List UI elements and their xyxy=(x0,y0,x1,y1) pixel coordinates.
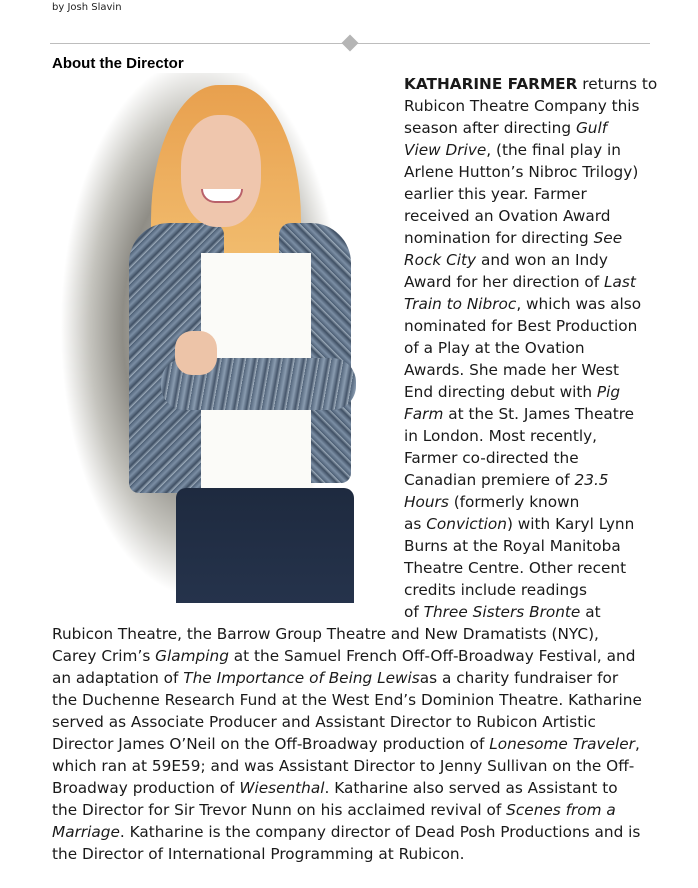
text-line xyxy=(52,689,662,711)
production-title: See xyxy=(593,229,623,247)
text-run: , xyxy=(634,735,640,753)
text-run: of a Play at the Ovation xyxy=(404,339,585,357)
text-run: Director James O’Neil on the Off-Broadway production of xyxy=(52,735,490,753)
production-title: Farm xyxy=(404,405,444,423)
text-line xyxy=(404,183,654,205)
text-run: nominated for Best Production xyxy=(404,317,638,335)
production-title: Hours xyxy=(404,493,449,511)
text-run: nomination for directing xyxy=(404,229,594,247)
production-title: Wiesenthal xyxy=(239,779,325,797)
text-line xyxy=(52,645,662,667)
production-title: Pig xyxy=(596,383,621,401)
diamond-ornament-icon xyxy=(342,35,359,52)
text-line xyxy=(52,799,662,821)
text-run: as xyxy=(404,515,427,533)
production-title: Scenes from a xyxy=(506,801,616,819)
text-line xyxy=(404,315,654,337)
text-line xyxy=(404,601,654,623)
production-title: Train to Nibroc xyxy=(404,295,517,313)
production-title: 23.5 xyxy=(574,471,609,489)
production-title: Conviction xyxy=(426,515,507,533)
text-line xyxy=(404,161,654,183)
text-run: returns to xyxy=(577,75,658,93)
text-run: Awards. She made her West xyxy=(404,361,619,379)
text-line xyxy=(404,469,654,491)
photo-hand xyxy=(175,331,217,375)
text-run: ) with Karyl Lynn xyxy=(506,515,635,533)
production-title: Last xyxy=(603,273,636,291)
production-title: Rock City xyxy=(404,251,477,269)
text-run: Farmer co-directed the xyxy=(404,449,579,467)
text-line xyxy=(404,205,654,227)
production-title: Marriage xyxy=(52,823,120,841)
text-line xyxy=(404,535,654,557)
text-run: of xyxy=(404,603,424,621)
text-run: Carey Crim’s xyxy=(52,647,156,665)
text-run: Rubicon Theatre Company this xyxy=(404,97,640,115)
text-run: , (the final play in xyxy=(486,141,621,159)
production-title: Glamping xyxy=(155,647,229,665)
text-line xyxy=(404,73,658,95)
text-line xyxy=(404,403,654,425)
text-line xyxy=(404,227,654,249)
text-run: an adaptation of xyxy=(52,669,184,687)
text-line xyxy=(404,557,654,579)
text-run: the Duchenne Research Fund at the West End’s Dominion Theatre. Katharine xyxy=(52,691,642,709)
text-run: Canadian premiere of xyxy=(404,471,575,489)
text-run: (formerly known xyxy=(448,493,580,511)
text-run: , which was also xyxy=(516,295,642,313)
production-title: View Drive xyxy=(404,141,487,159)
text-line xyxy=(404,447,654,469)
text-run: as a charity fundraiser for xyxy=(419,669,619,687)
bio-column-text xyxy=(404,73,658,623)
text-line xyxy=(52,623,662,645)
text-run: the Director of International Programming at Rubicon. xyxy=(52,845,465,863)
text-run: at the St. James Theatre xyxy=(443,405,635,423)
text-line xyxy=(404,359,654,381)
text-line xyxy=(404,293,654,315)
text-line xyxy=(404,491,654,513)
text-run: Theatre Centre. Other recent xyxy=(404,559,627,577)
production-title: Lonesome Traveler xyxy=(489,735,635,753)
photo-jeans xyxy=(176,488,354,603)
director-photo xyxy=(51,73,393,603)
bio-full-width-text xyxy=(52,623,662,865)
text-line xyxy=(52,733,662,755)
text-run: season after directing xyxy=(404,119,576,137)
production-title: Gulf xyxy=(575,119,608,137)
text-line xyxy=(52,821,662,843)
text-line xyxy=(404,381,654,403)
text-line xyxy=(52,843,662,865)
photo-face xyxy=(181,115,261,227)
text-line xyxy=(404,95,654,117)
text-line xyxy=(404,513,654,535)
text-line xyxy=(52,711,662,733)
production-title: Three Sisters Bronte xyxy=(423,603,581,621)
text-line xyxy=(52,777,662,799)
text-run: Arlene Hutton’s Nibroc Trilogy) xyxy=(404,163,639,181)
production-title: The Importance of Being Lewis xyxy=(183,669,420,687)
text-run: Award for her direction of xyxy=(404,273,604,291)
text-line xyxy=(404,579,654,601)
text-line xyxy=(404,139,654,161)
section-heading: About the Director xyxy=(52,55,184,72)
text-line xyxy=(404,117,654,139)
text-run: the Director for Sir Trevor Nunn on his acclaimed revival of xyxy=(52,801,507,819)
text-line xyxy=(404,337,654,359)
text-run: in London. Most recently, xyxy=(404,427,598,445)
text-run: served as Associate Producer and Assistant Director to Rubicon Artistic xyxy=(52,713,596,731)
text-run: at xyxy=(580,603,601,621)
text-line xyxy=(52,755,662,777)
director-name: KATHARINE FARMER xyxy=(404,75,578,93)
text-run: which ran at 59E59; and was Assistant Director to Jenny Sullivan on the Off- xyxy=(52,757,635,775)
text-run: received an Ovation Award xyxy=(404,207,611,225)
text-run: at the Samuel French Off-Off-Broadway Festival, and xyxy=(228,647,636,665)
text-run: . Katharine is the company director of Dead Posh Productions and is xyxy=(119,823,641,841)
text-line xyxy=(404,271,654,293)
text-run: End directing debut with xyxy=(404,383,597,401)
text-run: earlier this year. Farmer xyxy=(404,185,587,203)
text-line xyxy=(404,425,654,447)
text-run: . Katharine also served as Assistant to xyxy=(324,779,618,797)
text-line xyxy=(404,249,654,271)
text-run: credits include readings xyxy=(404,581,587,599)
text-run: Burns at the Royal Manitoba xyxy=(404,537,621,555)
text-run: and won an Indy xyxy=(476,251,608,269)
text-line xyxy=(52,667,662,689)
text-run: Broadway production of xyxy=(52,779,240,797)
byline: by Josh Slavin xyxy=(52,2,122,13)
text-run: Rubicon Theatre, the Barrow Group Theatre and New Dramatists (NYC), xyxy=(52,625,599,643)
